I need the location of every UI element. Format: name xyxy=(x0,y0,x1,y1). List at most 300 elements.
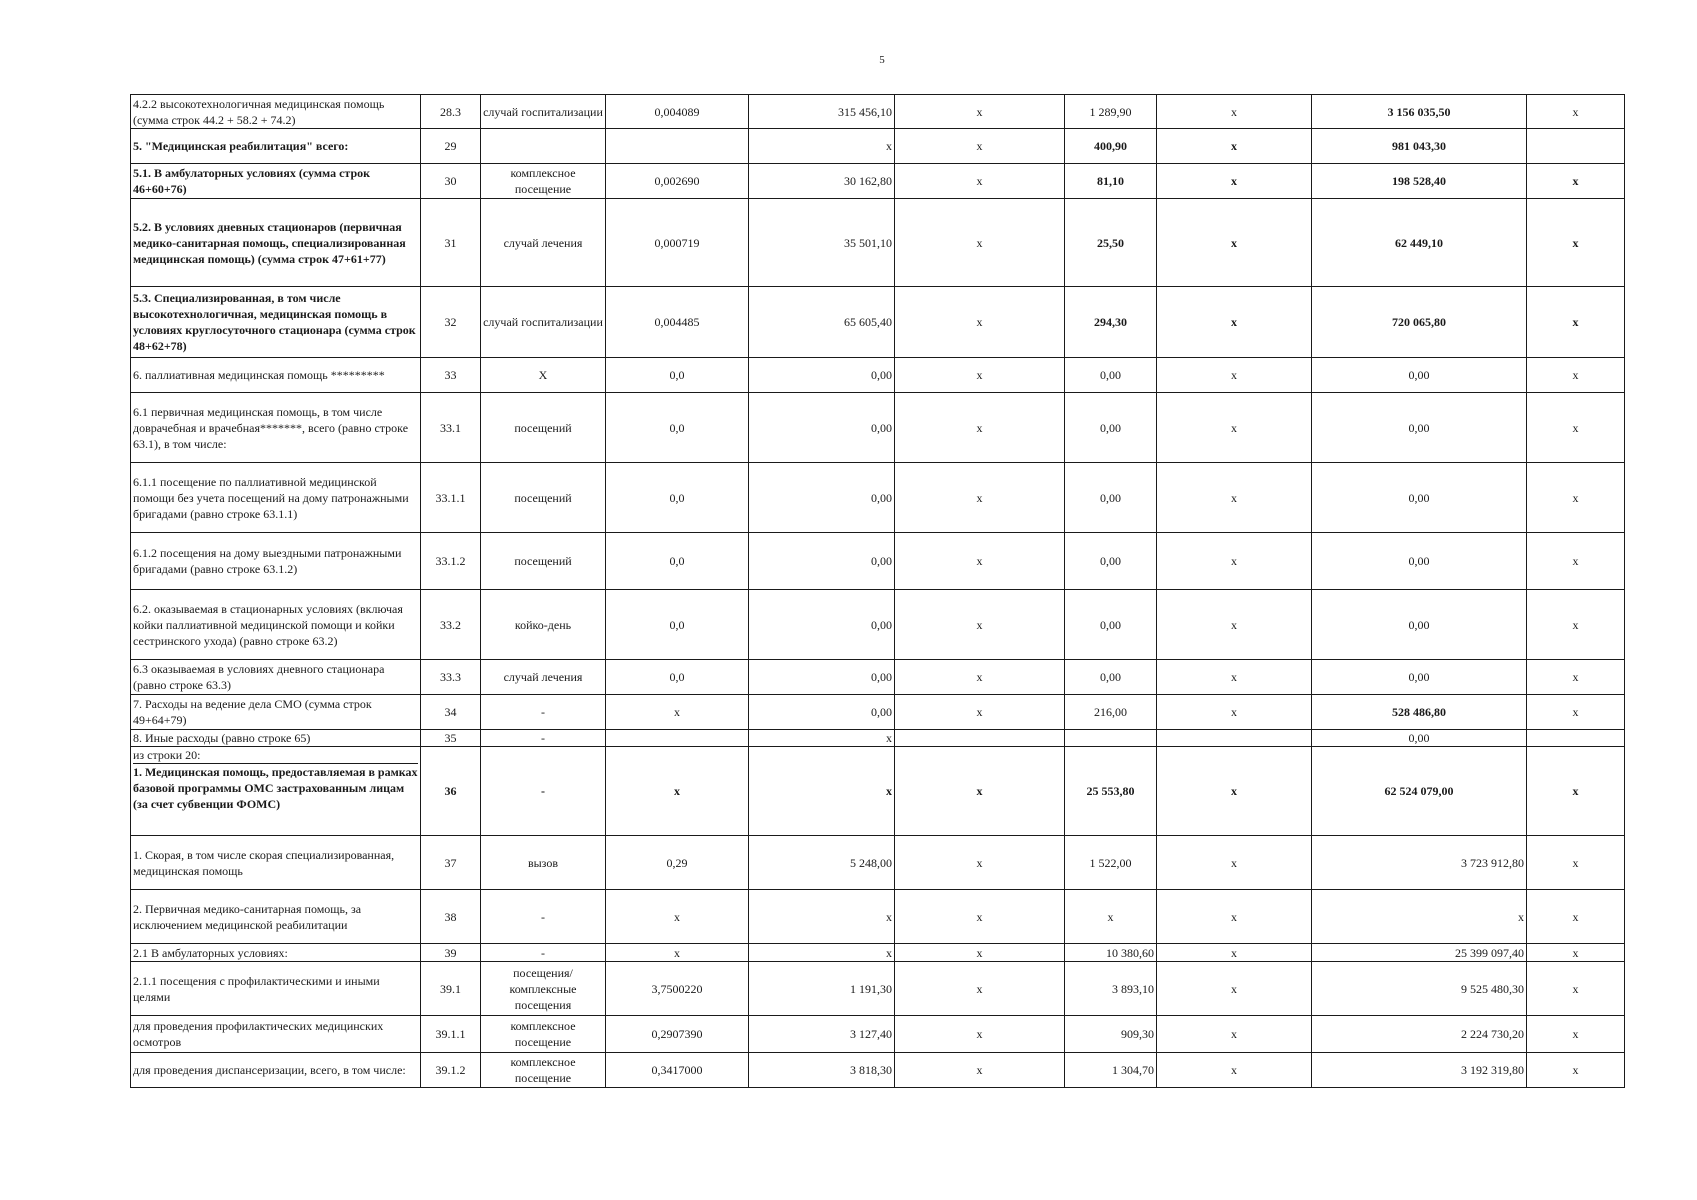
volume-text: x xyxy=(674,909,680,924)
row-number-text: 33.2 xyxy=(440,617,461,632)
unit-text: комплексное посещение xyxy=(510,1019,576,1049)
col6-text: x xyxy=(976,139,983,153)
col10-cell xyxy=(1527,199,1625,287)
cost-cell xyxy=(749,660,895,695)
col6-cell xyxy=(895,962,1065,1016)
col10-cell xyxy=(1527,890,1625,944)
col10-text: x xyxy=(1572,784,1579,798)
col6-text: x xyxy=(976,981,983,996)
col6-text: x xyxy=(976,855,983,870)
row-number-cell xyxy=(421,1016,481,1053)
cost-cell xyxy=(749,836,895,890)
row-number-cell xyxy=(421,533,481,590)
per-capita-text: 0,00 xyxy=(1100,368,1121,382)
per-capita-cell xyxy=(1065,199,1157,287)
per-capita-text: 25 553,80 xyxy=(1086,784,1135,798)
total-cell xyxy=(1312,199,1527,287)
per-capita-text: 1 289,90 xyxy=(1089,104,1132,119)
volume-cell xyxy=(606,695,749,730)
volume-text: 0,004485 xyxy=(654,315,700,329)
col6-cell xyxy=(895,890,1065,944)
col6-cell xyxy=(895,660,1065,695)
volume-text: 0,000719 xyxy=(654,235,700,250)
col6-text: x xyxy=(976,617,983,632)
name-text: для проведения диспансеризации, всего, в том числе: xyxy=(133,1063,406,1077)
name-text: 6.1 первичная медицинская помощь, в том числе доврачебная и врачебная*******, всего (равно строке 63.1), в том числе: xyxy=(133,404,409,451)
volume-cell xyxy=(606,533,749,590)
per-capita-cell xyxy=(1065,129,1157,164)
unit-cell xyxy=(481,836,606,890)
row-number-text: 32 xyxy=(444,315,457,329)
row-number-cell xyxy=(421,95,481,129)
total-cell xyxy=(1312,590,1527,660)
row-number-text: 33.1.2 xyxy=(435,554,466,568)
col6-cell xyxy=(895,463,1065,533)
row-number-cell xyxy=(421,1053,481,1088)
unit-text: комплексное посещение xyxy=(510,1055,576,1085)
col10-cell xyxy=(1527,1053,1625,1088)
name-cell xyxy=(131,944,421,962)
cost-text: 0,00 xyxy=(871,490,892,505)
row-number-cell xyxy=(421,890,481,944)
col10-cell xyxy=(1527,590,1625,660)
col10-cell xyxy=(1527,747,1625,836)
col8-cell xyxy=(1157,695,1312,730)
cost-text: 0,00 xyxy=(871,420,892,435)
unit-cell xyxy=(481,95,606,129)
col10-cell xyxy=(1527,164,1625,199)
volume-cell xyxy=(606,287,749,358)
col10-text: x xyxy=(1572,104,1579,119)
cost-cell xyxy=(749,393,895,463)
cost-text: 3 127,40 xyxy=(850,1027,892,1041)
total-text: 720 065,80 xyxy=(1392,315,1446,329)
col6-cell xyxy=(895,836,1065,890)
col8-text: x xyxy=(1231,235,1237,250)
total-cell xyxy=(1312,1016,1527,1053)
total-text: 25 399 097,40 xyxy=(1455,945,1524,960)
volume-text: 0,2907390 xyxy=(651,1027,703,1041)
col6-text: x xyxy=(976,104,983,119)
col8-cell xyxy=(1157,129,1312,164)
col6-cell xyxy=(895,944,1065,962)
name-cell xyxy=(131,590,421,660)
col8-text: x xyxy=(1231,1063,1237,1077)
per-capita-cell xyxy=(1065,358,1157,393)
total-text: 2 224 730,20 xyxy=(1461,1027,1524,1041)
volume-cell xyxy=(606,358,749,393)
col8-text: x xyxy=(1231,909,1237,924)
table-row xyxy=(131,590,1625,660)
col6-cell xyxy=(895,199,1065,287)
per-capita-text: 10 380,60 xyxy=(1106,945,1154,960)
total-text: 0,00 xyxy=(1408,368,1430,382)
name-cell xyxy=(131,287,421,358)
table-row xyxy=(131,358,1625,393)
col8-cell xyxy=(1157,747,1312,836)
col8-text: x xyxy=(1231,981,1237,996)
unit-cell xyxy=(481,358,606,393)
unit-cell xyxy=(481,164,606,199)
col8-cell xyxy=(1157,95,1312,129)
name-cell xyxy=(131,890,421,944)
col8-cell xyxy=(1157,199,1312,287)
col10-cell xyxy=(1527,533,1625,590)
row-number-text: 33.1 xyxy=(440,420,461,435)
col6-text: x xyxy=(976,490,983,505)
cost-cell xyxy=(749,730,895,747)
total-text: 528 486,80 xyxy=(1392,705,1446,719)
table-row xyxy=(131,463,1625,533)
cost-text: 0,00 xyxy=(871,368,892,382)
name-cell xyxy=(131,1053,421,1088)
row-number-cell xyxy=(421,199,481,287)
total-text: 0,00 xyxy=(1408,420,1430,435)
unit-cell xyxy=(481,747,606,836)
per-capita-cell xyxy=(1065,164,1157,199)
col8-cell xyxy=(1157,836,1312,890)
table-row xyxy=(131,747,1625,836)
name-text: 6.3 оказываемая в условиях дневного стационара (равно строке 63.3) xyxy=(133,662,385,692)
name-text: 2. Первичная медико-санитарная помощь, за исключением медицинской реабилитации xyxy=(133,901,362,932)
total-text: 0,00 xyxy=(1408,617,1430,632)
table-row xyxy=(131,199,1625,287)
col10-text: x xyxy=(1572,981,1579,996)
col8-text: x xyxy=(1231,490,1237,505)
col8-text: x xyxy=(1231,554,1237,568)
total-cell xyxy=(1312,393,1527,463)
table-row xyxy=(131,1053,1625,1088)
row-number-cell xyxy=(421,590,481,660)
col8-text: x xyxy=(1231,617,1237,632)
row-number-cell xyxy=(421,730,481,747)
col6-text: x xyxy=(976,315,983,329)
col6-text: x xyxy=(976,420,983,435)
per-capita-text: 1 522,00 xyxy=(1089,855,1132,870)
col6-cell xyxy=(895,393,1065,463)
table-row xyxy=(131,962,1625,1016)
cost-cell xyxy=(749,463,895,533)
per-capita-text: 1 304,70 xyxy=(1112,1063,1154,1077)
col10-cell xyxy=(1527,129,1625,164)
name-cell xyxy=(131,1016,421,1053)
cost-text: 0,00 xyxy=(871,554,892,568)
cost-cell xyxy=(749,533,895,590)
total-text: x xyxy=(1518,909,1524,924)
col6-text: x xyxy=(976,235,983,250)
unit-text: - xyxy=(541,784,545,798)
col10-text: x xyxy=(1572,909,1579,924)
per-capita-text: 0,00 xyxy=(1100,420,1121,435)
table-row xyxy=(131,836,1625,890)
per-capita-text: 81,10 xyxy=(1097,174,1124,188)
volume-text: 0,0 xyxy=(669,368,685,382)
row-number-cell xyxy=(421,962,481,1016)
col8-text: x xyxy=(1231,705,1237,719)
unit-cell xyxy=(481,660,606,695)
total-cell xyxy=(1312,730,1527,747)
unit-text: посещения/комплексные посещения xyxy=(509,965,577,1012)
volume-cell xyxy=(606,95,749,129)
col10-text: x xyxy=(1572,670,1579,684)
total-text: 3 156 035,50 xyxy=(1387,104,1451,119)
volume-text: 0,0 xyxy=(669,670,685,684)
row-number-cell xyxy=(421,747,481,836)
unit-cell xyxy=(481,695,606,730)
col8-text: x xyxy=(1231,855,1237,870)
col6-text: x xyxy=(976,705,983,719)
total-text: 9 525 480,30 xyxy=(1461,981,1524,996)
per-capita-cell xyxy=(1065,1016,1157,1053)
volume-cell xyxy=(606,747,749,836)
col8-text: x xyxy=(1231,670,1237,684)
cost-cell xyxy=(749,129,895,164)
volume-cell xyxy=(606,393,749,463)
total-cell xyxy=(1312,944,1527,962)
col10-text: x xyxy=(1572,617,1579,632)
cost-text: 0,00 xyxy=(871,705,892,719)
cost-cell xyxy=(749,287,895,358)
table-row xyxy=(131,695,1625,730)
per-capita-text: 216,00 xyxy=(1094,705,1127,719)
tariff-table xyxy=(130,94,1625,1088)
unit-cell xyxy=(481,890,606,944)
name-text: 5.1. В амбулаторных условиях (сумма строк 46+60+76) xyxy=(133,166,371,196)
total-text: 981 043,30 xyxy=(1392,139,1446,153)
unit-text: - xyxy=(541,909,545,924)
unit-text: посещений xyxy=(514,490,572,505)
col10-cell xyxy=(1527,944,1625,962)
col10-text: x xyxy=(1572,315,1579,329)
cost-text: x xyxy=(886,784,892,798)
col10-cell xyxy=(1527,730,1625,747)
name-text: 2.1 В амбулаторных условиях: xyxy=(133,945,288,960)
per-capita-text: 400,90 xyxy=(1094,139,1127,153)
col6-cell xyxy=(895,95,1065,129)
table-row xyxy=(131,1016,1625,1053)
col6-cell xyxy=(895,590,1065,660)
row-number-cell xyxy=(421,836,481,890)
unit-text: - xyxy=(541,705,545,719)
unit-text: случай госпитализации xyxy=(483,104,603,119)
col10-text: x xyxy=(1572,1063,1579,1077)
volume-cell xyxy=(606,590,749,660)
per-capita-cell xyxy=(1065,730,1157,747)
col10-text: x xyxy=(1572,554,1579,568)
volume-text: 0,3417000 xyxy=(651,1063,703,1077)
total-text: 0,00 xyxy=(1408,670,1430,684)
col8-cell xyxy=(1157,890,1312,944)
table-row xyxy=(131,287,1625,358)
col8-text: x xyxy=(1231,420,1237,435)
table-row xyxy=(131,393,1625,463)
name-cell xyxy=(131,393,421,463)
row-number-text: 39.1.2 xyxy=(435,1063,466,1077)
col6-text: x xyxy=(976,909,983,924)
total-text: 198 528,40 xyxy=(1392,174,1446,188)
cost-cell xyxy=(749,95,895,129)
row-number-cell xyxy=(421,695,481,730)
cost-cell xyxy=(749,695,895,730)
col8-cell xyxy=(1157,590,1312,660)
per-capita-text: x xyxy=(1107,909,1114,924)
per-capita-text: 0,00 xyxy=(1100,554,1121,568)
total-cell xyxy=(1312,95,1527,129)
volume-cell xyxy=(606,944,749,962)
col10-cell xyxy=(1527,287,1625,358)
unit-cell xyxy=(481,533,606,590)
col10-text: x xyxy=(1572,705,1579,719)
unit-text: посещений xyxy=(514,420,572,435)
volume-text: 0,0 xyxy=(669,617,685,632)
cost-text: 0,00 xyxy=(871,617,892,632)
name-text: 7. Расходы на ведение дела СМО (сумма строк 49+64+79) xyxy=(133,697,372,727)
cost-cell xyxy=(749,944,895,962)
total-text: 0,00 xyxy=(1408,490,1430,505)
per-capita-cell xyxy=(1065,944,1157,962)
col10-text: x xyxy=(1572,855,1579,870)
col6-cell xyxy=(895,129,1065,164)
cost-text: 0,00 xyxy=(871,670,892,684)
col8-cell xyxy=(1157,164,1312,199)
cost-cell xyxy=(749,164,895,199)
volume-text: 0,002690 xyxy=(654,174,700,188)
volume-cell xyxy=(606,660,749,695)
name-text: 1. Скорая, в том числе скорая специализированная, медицинская помощь xyxy=(133,847,395,878)
cost-text: 65 605,40 xyxy=(844,315,892,329)
total-text: 0,00 xyxy=(1408,731,1430,745)
name-text: 6.1.2 посещения на дому выездными патронажными бригадами (равно строке 63.1.2) xyxy=(133,546,402,576)
total-cell xyxy=(1312,1053,1527,1088)
unit-text: случай лечения xyxy=(503,670,583,684)
unit-cell xyxy=(481,463,606,533)
name-text: 6.2. оказываемая в стационарных условиях (включая койки паллиативной медицинской помощи и койки сестринского ухода) (равно строке 63.2) xyxy=(133,601,403,648)
cost-cell xyxy=(749,1016,895,1053)
row-number-text: 39.1.1 xyxy=(435,1027,466,1041)
col8-cell xyxy=(1157,944,1312,962)
per-capita-text: 25,50 xyxy=(1097,235,1124,250)
col6-cell xyxy=(895,747,1065,836)
col10-cell xyxy=(1527,393,1625,463)
col6-text: x xyxy=(976,174,983,188)
cost-text: 3 818,30 xyxy=(850,1063,892,1077)
volume-cell xyxy=(606,164,749,199)
col8-cell xyxy=(1157,660,1312,695)
name-text: 5.3. Специализированная, в том числе высокотехнологичная, медицинская помощь в условиях круглосуточного стационара (сумма строк 48+62+78) xyxy=(133,291,416,353)
unit-cell xyxy=(481,962,606,1016)
unit-text: вызов xyxy=(527,855,559,870)
name-text: 2.1.1 посещения с профилактическими и иными целями xyxy=(133,973,380,1004)
name-text: 5. "Медицинская реабилитация" всего: xyxy=(133,139,349,153)
total-cell xyxy=(1312,747,1527,836)
total-cell xyxy=(1312,358,1527,393)
col8-cell xyxy=(1157,962,1312,1016)
unit-text: - xyxy=(541,731,545,745)
row-number-cell xyxy=(421,129,481,164)
page-number: 5 xyxy=(879,54,885,66)
col6-cell xyxy=(895,533,1065,590)
col8-cell xyxy=(1157,533,1312,590)
total-cell xyxy=(1312,129,1527,164)
row-number-text: 31 xyxy=(444,235,457,250)
cost-text: 1 191,30 xyxy=(850,981,892,996)
unit-cell xyxy=(481,393,606,463)
volume-text: 3,7500220 xyxy=(651,981,703,996)
col8-text: x xyxy=(1231,784,1237,798)
name-cell xyxy=(131,129,421,164)
cost-cell xyxy=(749,1053,895,1088)
col10-text: x xyxy=(1572,490,1579,505)
unit-cell xyxy=(481,129,606,164)
row-number-cell xyxy=(421,287,481,358)
col8-cell xyxy=(1157,393,1312,463)
total-text: 62 524 079,00 xyxy=(1384,784,1454,798)
row-caption: из строки 20: xyxy=(133,747,418,764)
name-cell xyxy=(131,730,421,747)
col6-cell xyxy=(895,164,1065,199)
cost-text: 315 456,10 xyxy=(838,104,892,119)
col6-text: x xyxy=(976,554,983,568)
unit-cell xyxy=(481,287,606,358)
col10-cell xyxy=(1527,962,1625,1016)
table-row xyxy=(131,95,1625,129)
volume-cell xyxy=(606,890,749,944)
total-text: 62 449,10 xyxy=(1395,235,1443,250)
col8-cell xyxy=(1157,463,1312,533)
name-text: 5.2. В условиях дневных стационаров (первичная медико-санитарная помощь, специализированная медицинская помощь) (сумма строк 47+61+77) xyxy=(133,219,406,266)
unit-cell xyxy=(481,1016,606,1053)
table-row xyxy=(131,660,1625,695)
name-cell xyxy=(131,836,421,890)
col6-cell xyxy=(895,358,1065,393)
name-cell xyxy=(131,164,421,199)
col8-text: x xyxy=(1231,368,1237,382)
col8-cell xyxy=(1157,287,1312,358)
volume-cell xyxy=(606,463,749,533)
col6-text: x xyxy=(976,1063,983,1077)
row-number-text: 34 xyxy=(444,705,457,719)
total-cell xyxy=(1312,660,1527,695)
unit-text: - xyxy=(541,945,545,960)
total-cell xyxy=(1312,164,1527,199)
volume-cell xyxy=(606,730,749,747)
total-text: 3 723 912,80 xyxy=(1461,855,1524,870)
volume-text: 0,0 xyxy=(669,420,685,435)
col10-text: x xyxy=(1572,1027,1579,1041)
col10-cell xyxy=(1527,695,1625,730)
name-cell xyxy=(131,533,421,590)
col6-text: x xyxy=(976,945,983,960)
volume-text: x xyxy=(674,784,680,798)
per-capita-cell xyxy=(1065,836,1157,890)
row-number-text: 33.1.1 xyxy=(435,490,466,505)
unit-text: случай госпитализации xyxy=(483,315,603,329)
per-capita-cell xyxy=(1065,747,1157,836)
per-capita-cell xyxy=(1065,890,1157,944)
per-capita-cell xyxy=(1065,533,1157,590)
unit-cell xyxy=(481,944,606,962)
row-number-text: 33 xyxy=(444,368,457,382)
col6-cell xyxy=(895,730,1065,747)
volume-cell xyxy=(606,199,749,287)
per-capita-cell xyxy=(1065,695,1157,730)
col6-text: x xyxy=(976,670,983,684)
table-row xyxy=(131,533,1625,590)
unit-text: комплексное посещение xyxy=(510,166,576,196)
volume-text: x xyxy=(674,945,680,960)
name-cell xyxy=(131,695,421,730)
col8-cell xyxy=(1157,1053,1312,1088)
